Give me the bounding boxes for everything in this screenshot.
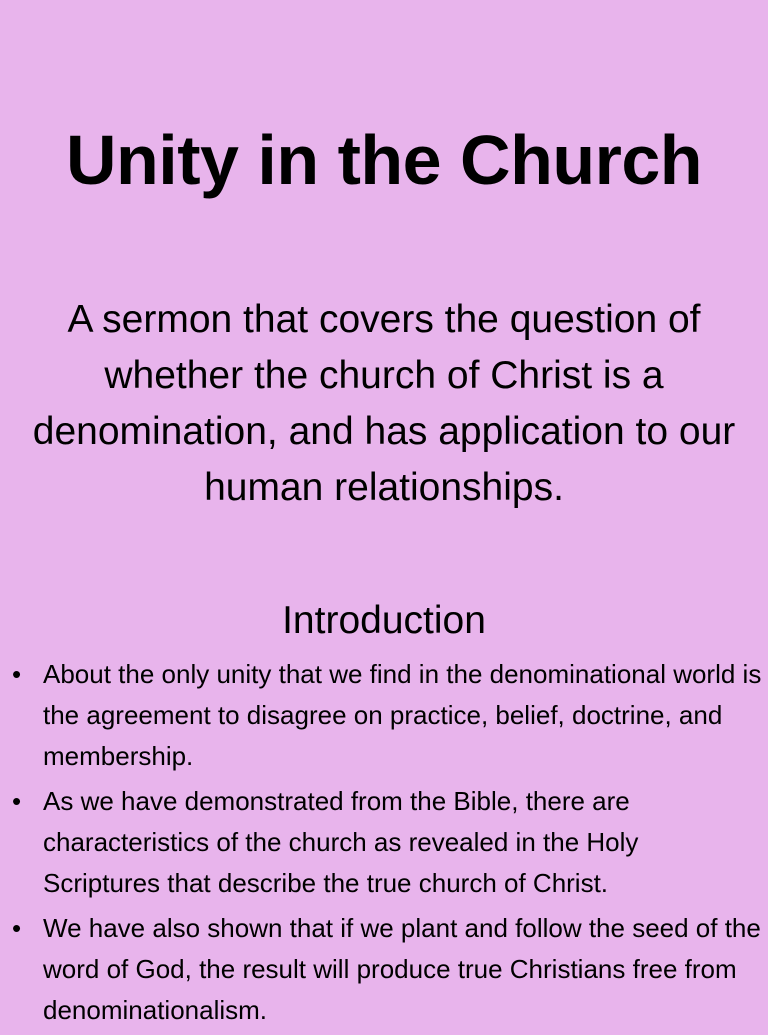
bullet-item bbox=[12, 908, 762, 1031]
slide-title: Unity in the Church bbox=[65, 121, 703, 199]
bullet-text: We have also shown that if we plant and follow the seed of the word of God, the result will produce true Christians free from denominationalism. bbox=[43, 913, 761, 1025]
bullet-dot-icon: • bbox=[12, 913, 22, 943]
bullet-list bbox=[12, 654, 762, 1035]
section-heading: Introduction bbox=[282, 599, 486, 642]
bullet-dot-icon: • bbox=[12, 786, 22, 816]
slide-subtitle: A sermon that covers the question of whether the church of Christ is a denomination, and has application to our human relationships. bbox=[32, 298, 736, 509]
bullet-text: As we have demonstrated from the Bible, there are characteristics of the church as revealed in the Holy Scriptures that describe the true church of Christ. bbox=[43, 786, 639, 898]
bullet-item bbox=[12, 781, 762, 904]
bullet-dot-icon: • bbox=[12, 659, 22, 689]
bullet-item bbox=[12, 654, 762, 777]
bullet-text: About the only unity that we find in the denominational world is the agreement to disagree on practice, belief, doctrine, and membership. bbox=[43, 659, 762, 771]
